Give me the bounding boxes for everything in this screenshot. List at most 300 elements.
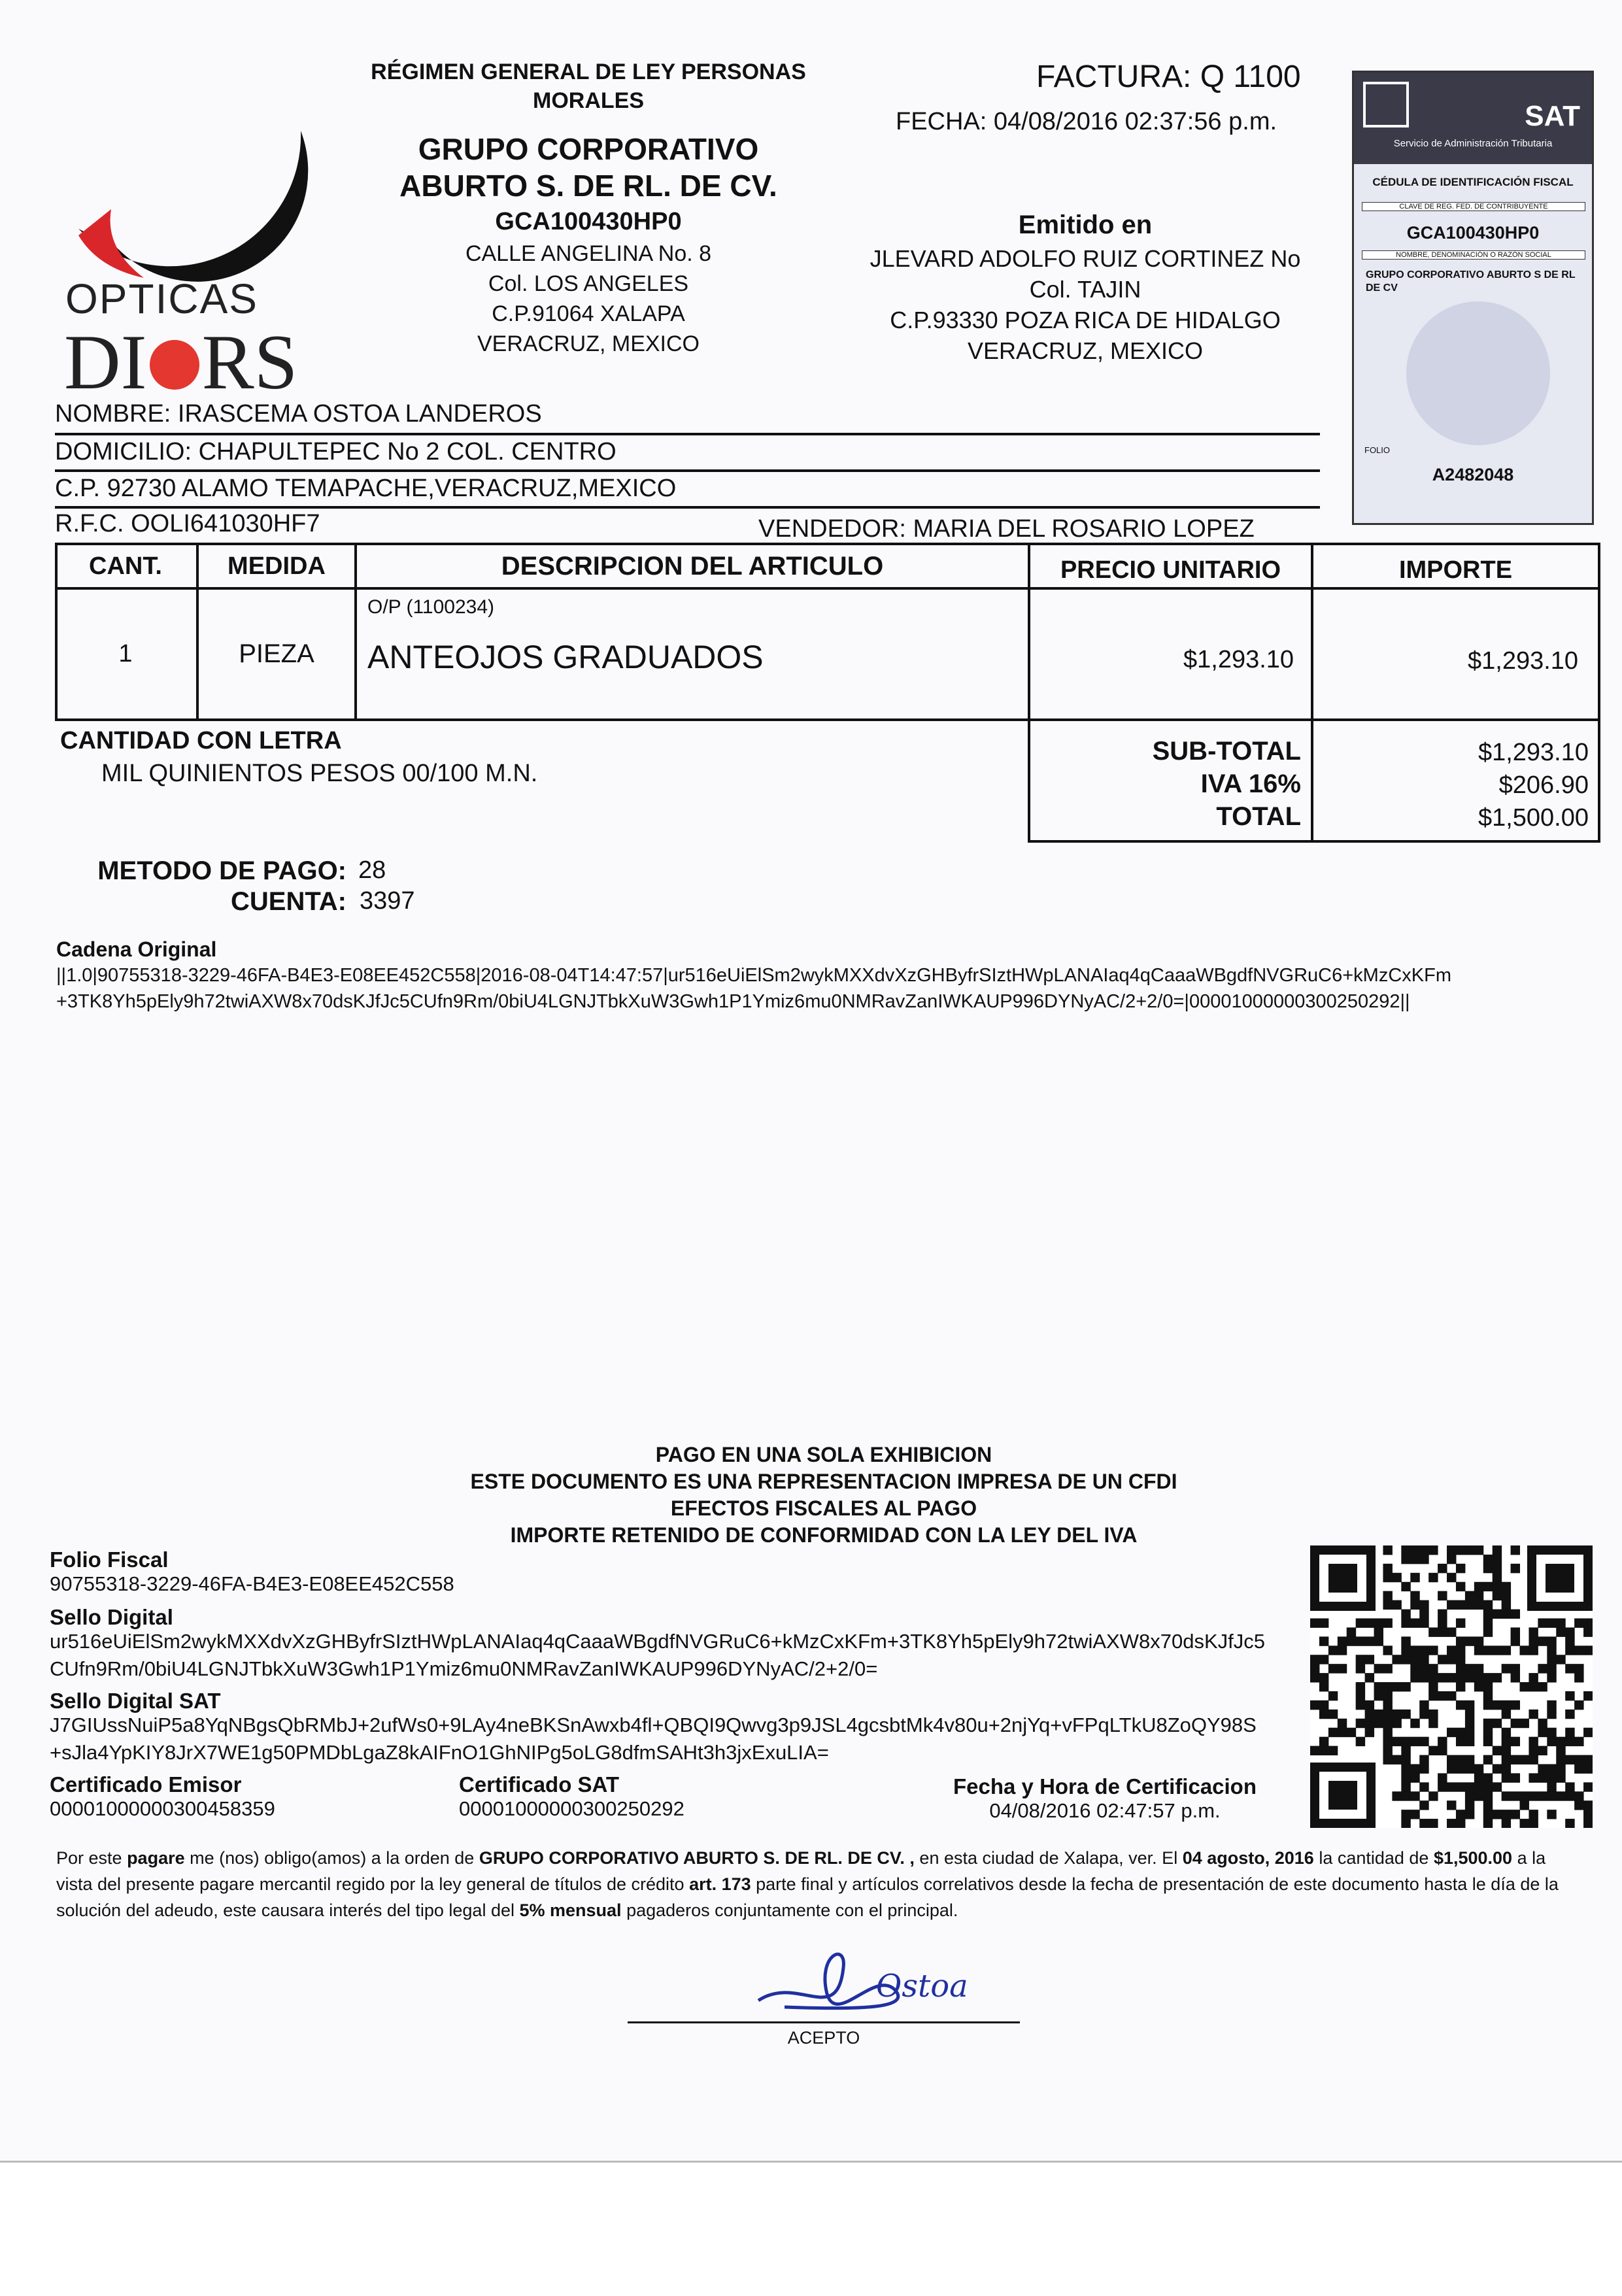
qr-module: [1419, 1755, 1428, 1764]
qr-module: [1529, 1819, 1538, 1828]
qr-module: [1438, 1691, 1447, 1700]
qr-module: [1374, 1691, 1383, 1700]
qr-module: [1456, 1564, 1465, 1573]
qr-module: [1310, 1700, 1319, 1710]
qr-module: [1538, 1746, 1547, 1755]
qr-module: [1356, 1737, 1365, 1746]
qr-module: [1529, 1737, 1538, 1746]
signature: [745, 1929, 968, 2033]
qr-module: [1401, 1636, 1410, 1646]
customer-rfc: R.F.C. OOLI641030HF7: [55, 510, 320, 537]
qr-module: [1583, 1800, 1593, 1810]
qr-module: [1502, 1700, 1511, 1710]
qr-module: [1483, 1719, 1493, 1728]
qr-module: [1365, 1719, 1374, 1728]
qr-module: [1583, 1618, 1593, 1627]
qr-module: [1502, 1728, 1511, 1737]
qr-module: [1547, 1636, 1556, 1646]
logo-red-o-icon: [150, 340, 199, 390]
qr-module: [1319, 1673, 1328, 1682]
header-cant: CANT.: [89, 552, 162, 580]
qr-module: [1583, 1627, 1593, 1636]
issued-title: Emitido en: [1018, 211, 1153, 239]
qr-module: [1383, 1573, 1392, 1582]
qr-module: [1419, 1819, 1428, 1828]
qr-module: [1438, 1773, 1447, 1782]
sello-sat-line2: +sJla4YpKIY8JrX7WE1g50PMDbLgaZ8kAIFnO1GhNIPg5oLG8dfmSAHt3h3jxExuLIA=: [50, 1741, 829, 1764]
qr-module: [1483, 1646, 1493, 1655]
header-descripcion: DESCRIPCION DEL ARTICULO: [501, 551, 884, 581]
customer-name: NOMBRE: IRASCEMA OSTOA LANDEROS: [55, 400, 542, 428]
qr-module: [1447, 1819, 1456, 1828]
qr-module: [1410, 1719, 1419, 1728]
qr-module: [1410, 1737, 1419, 1746]
qr-module: [1511, 1737, 1520, 1746]
qr-module: [1547, 1791, 1556, 1800]
qr-module: [1428, 1664, 1438, 1673]
qr-module: [1374, 1682, 1383, 1691]
qr-module: [1456, 1728, 1465, 1737]
qr-module: [1511, 1564, 1520, 1573]
qr-module: [1456, 1618, 1465, 1627]
qr-module: [1538, 1682, 1547, 1691]
qr-module: [1502, 1764, 1511, 1773]
qr-module: [1556, 1627, 1565, 1636]
qr-module: [1392, 1573, 1401, 1582]
qr-module: [1483, 1773, 1493, 1782]
company-logo: [39, 52, 320, 405]
qr-module: [1374, 1636, 1383, 1646]
qr-module: [1319, 1746, 1328, 1755]
qr-module: [1428, 1646, 1438, 1655]
qr-module: [1547, 1673, 1556, 1682]
qr-module: [1493, 1673, 1502, 1682]
qr-module: [1456, 1737, 1465, 1746]
qr-module: [1410, 1773, 1419, 1782]
qr-module: [1383, 1591, 1392, 1600]
qr-module: [1483, 1582, 1493, 1591]
qr-module: [1347, 1627, 1356, 1636]
qr-module: [1493, 1573, 1502, 1582]
qr-module: [1493, 1591, 1502, 1600]
qr-module: [1483, 1691, 1493, 1700]
row-cant: 1: [118, 639, 133, 667]
qr-module: [1465, 1791, 1474, 1800]
qr-module: [1474, 1591, 1483, 1600]
qr-module: [1374, 1618, 1383, 1627]
qr-module: [1365, 1710, 1374, 1719]
qr-module: [1438, 1655, 1447, 1664]
qr-module: [1456, 1782, 1465, 1791]
qr-module: [1511, 1545, 1520, 1555]
invoice-date: FECHA: 04/08/2016 02:37:56 p.m.: [896, 108, 1277, 135]
qr-module: [1456, 1655, 1465, 1664]
qr-module: [1538, 1664, 1547, 1673]
row-precio: $1,293.10: [1183, 646, 1294, 673]
qr-module: [1474, 1673, 1483, 1682]
qr-module: [1520, 1719, 1529, 1728]
qr-module: [1574, 1646, 1583, 1655]
qr-module: [1529, 1682, 1538, 1691]
qr-module: [1401, 1582, 1410, 1591]
qr-module: [1401, 1545, 1410, 1555]
qr-module: [1483, 1627, 1493, 1636]
qr-module: [1529, 1773, 1538, 1782]
qr-module: [1465, 1764, 1474, 1773]
qr-module: [1438, 1737, 1447, 1746]
qr-module: [1401, 1618, 1410, 1627]
qr-module: [1493, 1719, 1502, 1728]
cert-emisor-label: Certificado Emisor: [50, 1772, 242, 1797]
qr-module: [1374, 1664, 1383, 1673]
metodo-value: 28: [358, 856, 386, 884]
qr-module: [1511, 1673, 1520, 1682]
qr-module: [1465, 1591, 1474, 1600]
qr-module: [1392, 1710, 1401, 1719]
company-address: CALLE ANGELINA No. 8 Col. LOS ANGELES C.P.91064 XALAPA VERACRUZ, MEXICO: [465, 241, 712, 356]
qr-module: [1465, 1600, 1474, 1610]
qr-module: [1465, 1782, 1474, 1791]
qr-module: [1565, 1664, 1574, 1673]
qr-module: [1565, 1728, 1574, 1737]
qr-module: [1328, 1646, 1338, 1655]
qr-module: [1447, 1782, 1456, 1791]
qr-module: [1538, 1773, 1547, 1782]
qr-module: [1538, 1764, 1547, 1773]
cert-sat-label: Certificado SAT: [459, 1772, 620, 1797]
pagare-text: Por este pagare me (nos) obligo(amos) a la orden de GRUPO CORPORATIVO ABURTO S. DE RL. DE CV. , en esta ciudad de Xalapa, ver. El 04 agosto, 2016 la cantidad de $1,500.00 a la vista del presente pagare mercantil regido por la ley general de títulos de crédito art. 173 parte final y artículos correlativos desde la fecha de presentación de este documento hasta le día de la solución del adeudo, este causara interés del tipo legal del 5% mensual pagaderos conjuntamente con el principal.: [56, 1848, 1559, 1920]
qr-module: [1502, 1710, 1511, 1719]
qr-module: [1511, 1700, 1520, 1710]
qr-module: [1456, 1545, 1465, 1555]
folio-fiscal: 90755318-3229-46FA-B4E3-E08EE452C558: [50, 1572, 454, 1595]
qr-module: [1483, 1800, 1493, 1810]
qr-module: [1383, 1719, 1392, 1728]
qr-module: [1511, 1755, 1520, 1764]
sat-cedula-card: [1352, 71, 1594, 525]
qr-module: [1401, 1810, 1410, 1819]
qr-module: [1428, 1682, 1438, 1691]
qr-module: [1383, 1710, 1392, 1719]
qr-module: [1474, 1791, 1483, 1800]
qr-module: [1365, 1728, 1374, 1737]
amount-words-value: MIL QUINIENTOS PESOS 00/100 M.N.: [101, 760, 538, 787]
qr-module: [1383, 1728, 1392, 1737]
company-name: GRUPO CORPORATIVO ABURTO S. DE RL. DE CV.: [399, 132, 777, 203]
logo-text-opticas: OPTICAS: [65, 275, 258, 322]
qr-module: [1392, 1600, 1401, 1610]
qr-module: [1401, 1610, 1410, 1619]
qr-module: [1556, 1746, 1565, 1755]
qr-module: [1547, 1764, 1556, 1773]
issued-address: JLEVARD ADOLFO RUIZ CORTINEZ No Col. TAJIN C.P.93330 POZA RICA DE HIDALGO VERACRUZ, MEXICO: [870, 245, 1301, 364]
qr-module: [1538, 1636, 1547, 1646]
sello-digital-line2: CUfn9Rm/0biU4LGNJTbkXuW3Gwh1P1Ymiz6mu0NMRavZanIWKAUP996DYNyAC/2+2/0=: [50, 1657, 878, 1680]
qr-module: [1565, 1627, 1574, 1636]
qr-module: [1438, 1564, 1447, 1573]
qr-module: [1547, 1655, 1556, 1664]
qr-module: [1583, 1755, 1593, 1764]
qr-module: [1583, 1728, 1593, 1737]
qr-module: [1447, 1600, 1456, 1610]
qr-module: [1419, 1600, 1428, 1610]
qr-module: [1392, 1791, 1401, 1800]
qr-module: [1465, 1737, 1474, 1746]
qr-module: [1574, 1618, 1583, 1627]
qr-module: [1493, 1610, 1502, 1619]
sello-sat-line1: J7GIUssNuiP5a8YqNBgsQbRMbJ+2ufWs0+9LAy4neBKSnAwxb4fl+QBQI9Qwvg3p9JSL4gcsbtMk4v80u+2njYq+vFPqLTkU8ZoQY98S: [50, 1714, 1257, 1736]
qr-module: [1328, 1710, 1338, 1719]
qr-module: [1529, 1755, 1538, 1764]
qr-module: [1565, 1782, 1574, 1791]
qr-module: [1401, 1555, 1410, 1564]
qr-module: [1319, 1737, 1328, 1746]
qr-module: [1419, 1764, 1428, 1773]
cuenta-value: 3397: [360, 887, 415, 915]
qr-module: [1428, 1545, 1438, 1555]
qr-module: [1583, 1782, 1593, 1791]
qr-module: [1502, 1600, 1511, 1610]
qr-module: [1456, 1810, 1465, 1819]
qr-module: [1456, 1646, 1465, 1655]
sat-card-razon: GRUPO CORPORATIVO ABURTO S DE RL DE CV: [1366, 269, 1576, 294]
qr-module: [1465, 1719, 1474, 1728]
qr-module: [1538, 1618, 1547, 1627]
row-importe: $1,293.10: [1468, 647, 1579, 675]
qr-module: [1456, 1664, 1465, 1673]
qr-module: [1483, 1555, 1493, 1564]
qr-module: [1538, 1719, 1547, 1728]
logo-text-diors: DI RS: [64, 318, 298, 405]
qr-module: [1410, 1545, 1419, 1555]
qr-module: [1392, 1737, 1401, 1746]
qr-module: [1401, 1764, 1410, 1773]
qr-module: [1338, 1646, 1347, 1655]
qr-module: [1483, 1682, 1493, 1691]
qr-module: [1401, 1746, 1410, 1755]
qr-module: [1474, 1773, 1483, 1782]
qr-module: [1356, 1664, 1365, 1673]
qr-module: [1474, 1600, 1483, 1610]
qr-module: [1456, 1764, 1465, 1773]
qr-module: [1574, 1755, 1583, 1764]
divider: [1311, 718, 1313, 843]
qr-module: [1410, 1618, 1419, 1627]
divider: [55, 433, 1320, 435]
qr-module: [1556, 1764, 1565, 1773]
qr-module: [1483, 1673, 1493, 1682]
qr-module: [1493, 1764, 1502, 1773]
cadena-line1: ||1.0|90755318-3229-46FA-B4E3-E08EE452C558|2016-08-04T14:47:57|ur516eUiElSm2wykMXXdvXzGHByfrSIztHWpLANAIaq4qCaaaWBgdfNVGRuC6+kMzCxKFm: [56, 965, 1451, 986]
qr-module: [1428, 1791, 1438, 1800]
qr-module: [1502, 1791, 1511, 1800]
qr-module: [1456, 1755, 1465, 1764]
customer-cp: C.P. 92730 ALAMO TEMAPACHE,VERACRUZ,MEXICO: [55, 475, 677, 502]
qr-code-pattern-icon: [1310, 1545, 1593, 1828]
total-label: TOTAL: [1216, 802, 1301, 831]
qr-module: [1438, 1746, 1447, 1755]
qr-module: [1502, 1582, 1511, 1591]
scan-margin: [0, 2161, 1622, 2296]
qr-module: [1502, 1819, 1511, 1828]
cert-sat: 00001000000300250292: [459, 1797, 684, 1820]
qr-module: [1511, 1664, 1520, 1673]
qr-module: [1310, 1618, 1319, 1627]
qr-module: [1338, 1719, 1347, 1728]
qr-module: [1365, 1618, 1374, 1627]
qr-module: [1483, 1819, 1493, 1828]
qr-module: [1474, 1782, 1483, 1791]
qr-module: [1419, 1664, 1428, 1673]
qr-module: [1319, 1655, 1328, 1664]
qr-module: [1547, 1737, 1556, 1746]
cert-emisor: 00001000000300458359: [50, 1797, 275, 1820]
qr-module: [1529, 1673, 1538, 1682]
sat-brand: SAT: [1525, 100, 1580, 132]
qr-module: [1483, 1564, 1493, 1573]
qr-module: [1356, 1719, 1365, 1728]
qr-module: [1419, 1710, 1428, 1719]
qr-module: [1574, 1764, 1583, 1773]
qr-module: [1465, 1728, 1474, 1737]
qr-module: [1383, 1564, 1392, 1573]
sello-digital-label: Sello Digital: [50, 1605, 173, 1629]
subtotal-label: SUB-TOTAL: [1152, 737, 1301, 766]
qr-module: [1529, 1810, 1538, 1819]
qr-module: [1328, 1746, 1338, 1755]
qr-module: [1447, 1691, 1456, 1700]
header-precio: PRECIO UNITARIO: [1060, 556, 1281, 584]
acepto-label: ACEPTO: [787, 2028, 860, 2048]
qr-module: [1392, 1719, 1401, 1728]
qr-module: [1493, 1700, 1502, 1710]
qr-module: [1556, 1773, 1565, 1782]
qr-module: [1310, 1664, 1319, 1673]
qr-module: [1410, 1664, 1419, 1673]
qr-module: [1319, 1682, 1328, 1691]
qr-module: [1574, 1791, 1583, 1800]
qr-module: [1410, 1673, 1419, 1682]
qr-module: [1410, 1764, 1419, 1773]
qr-module: [1483, 1600, 1493, 1610]
qr-module: [1574, 1673, 1583, 1682]
qr-module: [1401, 1755, 1410, 1764]
qr-module: [1493, 1545, 1502, 1555]
qr-module: [1456, 1819, 1465, 1828]
qr-module: [1447, 1755, 1456, 1764]
qr-module: [1438, 1673, 1447, 1682]
qr-module: [1465, 1810, 1474, 1819]
qr-module: [1438, 1782, 1447, 1791]
qr-module: [1556, 1755, 1565, 1764]
fecha-cert-label: Fecha y Hora de Certificacion: [953, 1774, 1257, 1798]
qr-module: [1410, 1573, 1419, 1582]
qr-module: [1383, 1755, 1392, 1764]
signature-text: Ostoa: [876, 1968, 968, 2004]
qr-module: [1456, 1582, 1465, 1591]
qr-module: [1447, 1800, 1456, 1810]
qr-module: [1456, 1700, 1465, 1710]
company-rfc: GCA100430HP0: [495, 208, 682, 235]
qr-module: [1374, 1719, 1383, 1728]
qr-module: [1565, 1691, 1574, 1700]
qr-module: [1583, 1819, 1593, 1828]
divider: [55, 506, 1320, 509]
header-medida: MEDIDA: [228, 552, 326, 580]
sat-card-title: CÉDULA DE IDENTIFICACIÓN FISCAL: [1372, 176, 1574, 188]
qr-module: [1428, 1746, 1438, 1755]
iva-label: IVA 16%: [1200, 769, 1301, 798]
qr-module: [1392, 1682, 1401, 1691]
qr-module: [1328, 1691, 1338, 1700]
qr-module: [1493, 1746, 1502, 1755]
qr-module: [1483, 1737, 1493, 1746]
qr-module: [1520, 1819, 1529, 1828]
qr-module: [1483, 1782, 1493, 1791]
qr-module: [1401, 1710, 1410, 1719]
qr-module: [1419, 1618, 1428, 1627]
qr-module: [1401, 1791, 1410, 1800]
qr-module: [1520, 1791, 1529, 1800]
regime: RÉGIMEN GENERAL DE LEY PERSONAS MORALES: [371, 59, 806, 113]
qr-module: [1502, 1646, 1511, 1655]
qr-module: [1511, 1719, 1520, 1728]
qr-module: [1428, 1710, 1438, 1719]
customer-address: DOMICILIO: CHAPULTEPEC No 2 COL. CENTRO: [55, 438, 617, 465]
qr-module: [1502, 1755, 1511, 1764]
qr-module: [1502, 1737, 1511, 1746]
qr-module: [1583, 1691, 1593, 1700]
qr-module: [1474, 1664, 1483, 1673]
sat-razon-label: NOMBRE, DENOMINACIÓN O RAZÓN SOCIAL: [1362, 250, 1585, 260]
qr-module: [1547, 1700, 1556, 1710]
qr-module: [1319, 1636, 1328, 1646]
qr-module: [1419, 1610, 1428, 1619]
qr-module: [1474, 1646, 1483, 1655]
qr-module: [1574, 1700, 1583, 1710]
qr-module: [1383, 1618, 1392, 1627]
qr-module: [1502, 1810, 1511, 1819]
signature-line: [628, 2021, 1020, 2023]
row-op: O/P (1100234): [367, 596, 495, 618]
qr-module: [1319, 1618, 1328, 1627]
qr-module: [1511, 1636, 1520, 1646]
qr-module: [1556, 1655, 1565, 1664]
qr-module: [1565, 1710, 1574, 1719]
qr-module: [1483, 1791, 1493, 1800]
qr-module: [1447, 1573, 1456, 1582]
qr-module: [1547, 1710, 1556, 1719]
qr-module: [1401, 1682, 1410, 1691]
qr-module: [1356, 1618, 1365, 1627]
qr-module: [1410, 1591, 1419, 1600]
qr-module: [1547, 1728, 1556, 1737]
qr-module: [1583, 1810, 1593, 1819]
qr-module: [1347, 1728, 1356, 1737]
qr-module: [1574, 1664, 1583, 1673]
qr-module: [1465, 1636, 1474, 1646]
qr-module: [1419, 1782, 1428, 1791]
qr-module: [1401, 1646, 1410, 1655]
qr-module: [1438, 1618, 1447, 1627]
qr-module: [1474, 1764, 1483, 1773]
qr-module: [1493, 1782, 1502, 1791]
qr-module: [1392, 1755, 1401, 1764]
qr-module: [1493, 1582, 1502, 1591]
qr-module: [1383, 1746, 1392, 1755]
fecha-cert: 04/08/2016 02:47:57 p.m.: [989, 1799, 1221, 1822]
qr-module: [1410, 1810, 1419, 1819]
